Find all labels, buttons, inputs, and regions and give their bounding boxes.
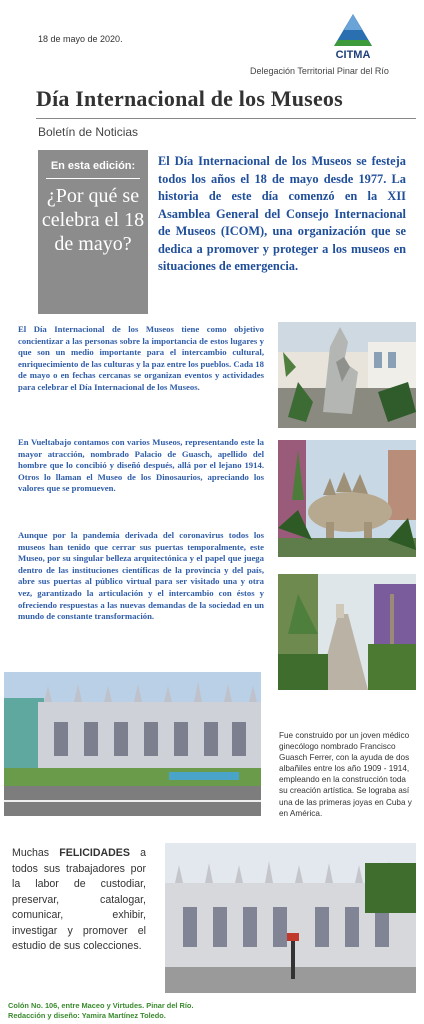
body-paragraph-2: En Vueltabajo contamos con varios Museos, representando este la mayor atracción, nombrado Palacio de Guasch, apellido del hombre que lo concibió y diseñó después, allá por el lejano 1914. Otros lo llaman el Museo de los Dinosaurios, apreciando los valores que se promueven. bbox=[18, 437, 264, 494]
edition-question: ¿Por qué se celebra el 18 de mayo? bbox=[41, 185, 145, 255]
lead-paragraph: El Día Internacional de los Museos se festeja todos los años el 18 de mayo desde 1977. La historia de este día comenzó en la XII Asamblea General del Consejo Internacional de Museos (ICOM), una organización que se dedica a promover y proteger a los museos en situaciones de emergencia. bbox=[158, 154, 406, 273]
stegosaurus-sculpture-photo bbox=[278, 440, 416, 557]
edition-heading: En esta edición: bbox=[50, 160, 136, 172]
palacio-guasch-photo bbox=[4, 672, 261, 816]
congrats-prefix: Muchas bbox=[12, 847, 60, 859]
history-caption: Fue construido por un joven médico ginecólogo nombrado Francisco Guasch Ferrer, con la ayuda de dos albañiles entre los año 1909 - 1914, empleando en la construcción toda su creación artística. Se lograba así una de las primeras joyas en Cuba y en América. bbox=[279, 731, 412, 818]
body-paragraph-3: Aunque por la pandemia derivada del coronavirus todos los museos han tenido que cerrar sus puertas temporalmente, este Museo, por su singular belleza arquitectónica y el papel que juega dentro de las instituciones científicas de la provincia y del país, abre sus puertas al público virtual para ser visitado una y otra vez, garantizado la articulación y el intercambio con éstos y ofreciendo respuestas a las nuevas demandas de la sociedad en un mundo de constante transformación. bbox=[18, 530, 264, 622]
footer-credits: Redacción y diseño: Yamira Martínez Toledo. bbox=[8, 1011, 166, 1020]
congratulations-text bbox=[12, 846, 146, 955]
citma-logo bbox=[328, 12, 378, 62]
footer-address: Colón No. 106, entre Maceo y Virtudes. Pinar del Río. bbox=[8, 1001, 194, 1010]
congrats-strong: FELICIDADES bbox=[59, 847, 130, 859]
edition-divider bbox=[46, 178, 140, 179]
museum-garden-photo bbox=[278, 574, 416, 690]
newsletter-label: Boletín de Noticias bbox=[38, 125, 139, 139]
logo-text: CITMA bbox=[335, 49, 371, 61]
delegation-name: Delegación Territorial Pinar del Río bbox=[250, 66, 389, 76]
title-divider bbox=[36, 118, 416, 119]
body-paragraph-1: El Día Internacional de los Museos tiene como objetivo concientizar a las personas sobre la importancia de estos lugares y que son un medio importante para el intercambio cultural, enriquecimiento de las culturas y la paz entre los pueblos. Cada 18 de mayo o en fechas cercanas se organizan eventos y actividades para celebrar el Día Internacional de los Museos. bbox=[18, 324, 264, 392]
congrats-rest: a todos sus trabajadores por la labor de custodiar, preservar, catalogar, comunicar, exhibir, investigar y promover el estudio de sus colecciones. bbox=[12, 847, 146, 952]
museum-corner-photo bbox=[165, 843, 416, 993]
page-title: Día Internacional de los Museos bbox=[36, 86, 343, 111]
issue-date: 18 de mayo de 2020. bbox=[38, 34, 123, 44]
dinosaur-sculpture-photo bbox=[278, 322, 416, 428]
